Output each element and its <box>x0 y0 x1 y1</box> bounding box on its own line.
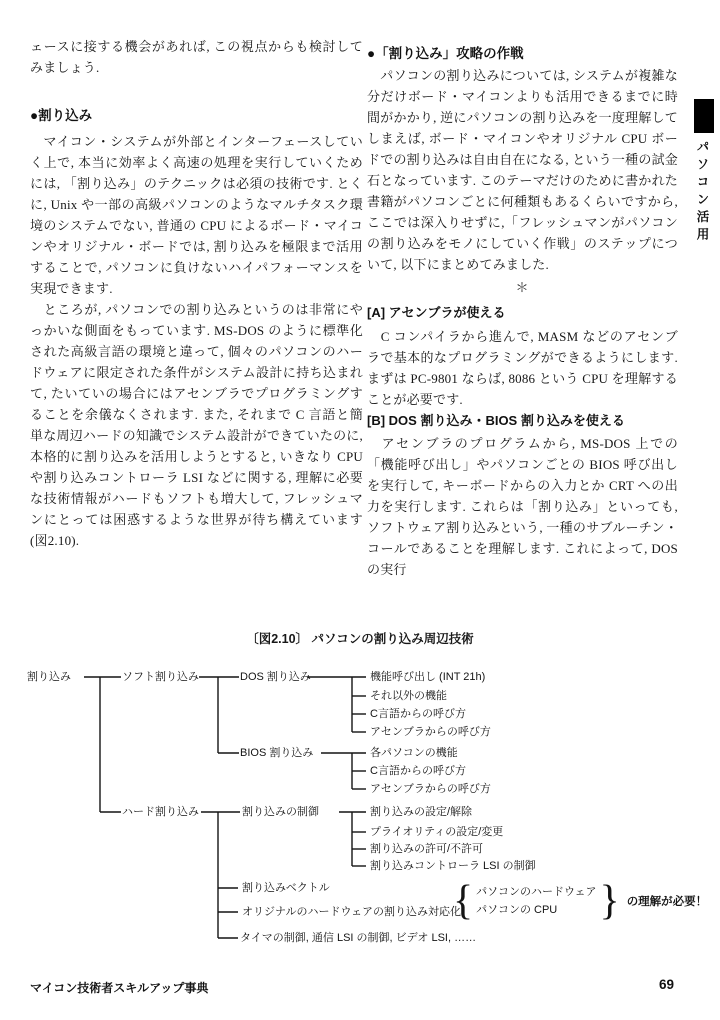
tree-note-group <box>453 880 707 922</box>
tree-leaf: C言語からの呼び方 <box>370 708 466 720</box>
tree-node-bios: BIOS 割り込み <box>240 747 314 759</box>
tree-node-soft: ソフト割り込み <box>122 671 199 683</box>
tree-leaf: 各パソコンの機能 <box>370 747 458 759</box>
chapter-tab-block <box>694 99 714 133</box>
left-column-intro: ェースに接する機会があれば, この視点からも検討してみましょう. <box>30 39 363 75</box>
paragraph-separator: ＊ <box>515 280 529 295</box>
chapter-tab-label: パソコン活用 <box>695 140 709 245</box>
tree-leaf: プライオリティの設定/変更 <box>370 826 504 838</box>
tree-node-vector: 割り込みベクトル <box>242 882 330 894</box>
page-number: 69 <box>658 977 674 992</box>
tree-node-root: 割り込み <box>27 671 71 683</box>
right-column-paragraph-1: パソコンの割り込みについては, システムが複雑な分だけボード・マイコンよりも活用できるまでに時間がかかり, 逆にパソコンの割り込みを一度理解してしまえば, ボード・マイコンやオリジナル CPU ボードでの割り込みは自由自在になる, という一種の試金石となっています. このテーマだけのために書かれた書籍がパソコンごとに何種類もあるくらいですから, ここでは深入りせずに,「フレッシュマンがパソコンの割り込みをモノにしていく作戦」のステップについて, 以下にまとめてみました. <box>367 68 678 272</box>
tree-leaf: アセンブラからの呼び方 <box>370 783 491 795</box>
section-a-heading: [A] アセンブラが使える <box>367 305 506 320</box>
figure-caption: 〔図2.10〕 パソコンの割り込み周辺技術 <box>246 632 474 646</box>
right-column-heading: ●「割り込み」攻略の作戦 <box>367 46 524 61</box>
tree-node-original: オリジナルのハードウェアの割り込み対応化 <box>242 906 462 918</box>
tree-node-dos: DOS 割り込み <box>240 671 311 683</box>
tree-note-item: パソコンのハードウェア <box>476 886 597 898</box>
tree-note-text: の理解が必要！ <box>626 896 708 908</box>
tree-leaf: 機能呼び出し (INT 21h) <box>370 671 486 683</box>
tree-node-hard: ハード割り込み <box>122 806 199 818</box>
tree-leaf: 割り込みの許可/不許可 <box>370 843 484 855</box>
tree-leaf: アセンブラからの呼び方 <box>370 726 491 738</box>
left-brace: { <box>453 878 474 924</box>
tree-note-item: パソコンの CPU <box>476 904 558 916</box>
right-brace: } <box>599 878 620 924</box>
tree-node-ctrl: 割り込みの制御 <box>242 806 319 818</box>
tree-note-items <box>476 883 596 919</box>
left-column-paragraph-2: ところが, パソコンでの割り込みというのは非常にやっかいな側面をもっています. MS-DOS のように標準化された高級言語の環境と違って, 個々のパソコンのハードウェアに限定された条件がシステム設計に持ち込まれて, たいていの場合にはアセンブラでプログラミングすることを余儀なくされます. また, それまで C 言語と簡単な周辺ハードの知識でシステム設計ができていたのに, 本格的に割り込みを活用しようとすると, いきなり CPU や割り込みコントローラ LSI などに関する, 理解に必要な技術情報がハードもソフトも増大して, フレッシュマンにとっては困惑するような世界が待ち構えています(図2.10). <box>30 302 363 548</box>
left-column-heading: ●割り込み <box>30 108 93 123</box>
tree-leaf: それ以外の機能 <box>370 690 447 702</box>
footer-book-title: マイコン技術者スキルアップ事典 <box>30 981 209 995</box>
tree-leaf: C言語からの呼び方 <box>370 765 466 777</box>
section-b-heading: [B] DOS 割り込み・BIOS 割り込みを使える <box>367 413 625 428</box>
tree-node-timer: タイマの制御, 通信 LSI の制御, ビデオ LSI, …… <box>240 932 477 944</box>
tree-leaf: 割り込みコントローラ LSI の制御 <box>370 860 536 872</box>
section-b-body: アセンブラのプログラムから, MS-DOS 上での「機能呼び出し」やパソコンごとの BIOS 呼び出しを実行して, キーボードからの入力とか CRT への出力を実行します. これらは「割り込み」といっても, ソフトウェア割り込みという, 一種のサブルーチン・コールであることを理解します. これによって, DOS の実行 <box>367 436 678 577</box>
tree-leaf: 割り込みの設定/解除 <box>370 806 473 818</box>
section-a-body: C コンパイラから進んで, MASM などのアセンブラで基本的なプログラミングができるようにします. まずは PC-9801 ならば, 8086 という CPU を理解することが必要です. <box>367 329 678 407</box>
left-column-paragraph-1: マイコン・システムが外部とインターフェースしていく上で, 本当に効率よく高速の処理を実行していくためには, 「割り込み」のテクニックは必須の技術です. とくに, Unix や一部の高級パソコンのようなマルチタスク環境のシステムでない, 普通の CPU によるボード・マイコンやオリジナル・ボードでは, 割り込みを極限まで活用することで, パソコンに負けないハイパフォーマンスを実現できます. <box>30 134 363 296</box>
